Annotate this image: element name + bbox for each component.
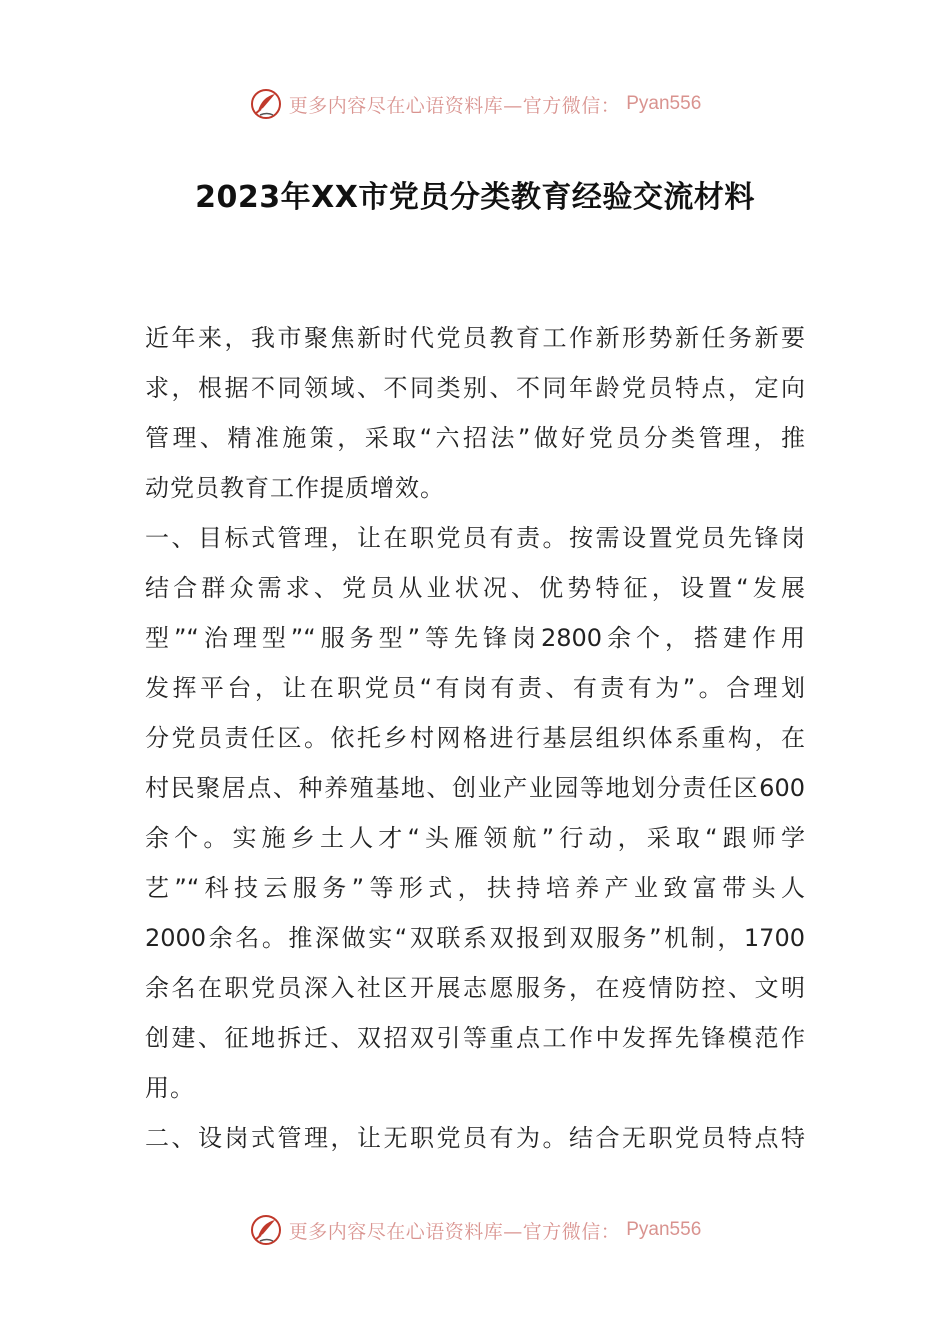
body-line: 余名在职党员深入社区开展志愿服务，在疫情防控、文明 xyxy=(145,974,805,1002)
banner-wechat-id: Pyan556 xyxy=(626,1219,702,1240)
banner-text: 更多内容尽在心语资料库—官方微信： xyxy=(288,94,621,117)
body-line: 求，根据不同领域、不同类别、不同年龄党员特点，定向 xyxy=(145,374,805,402)
pen-logo-icon xyxy=(249,87,283,121)
page-title: 2023年XX市党员分类教育经验交流材料 xyxy=(195,180,755,215)
body-line: 用。 xyxy=(145,1074,195,1102)
body-line: 结合群众需求、党员从业状况、优势特征，设置“发展 xyxy=(145,574,805,602)
body-line: 型”“治理型”“服务型”等先锋岗2800余个，搭建作用 xyxy=(145,624,805,652)
document-body xyxy=(145,313,805,1163)
body-line: 近年来，我市聚焦新时代党员教育工作新形势新任务新要 xyxy=(145,324,805,352)
pen-logo-icon xyxy=(249,1213,283,1247)
body-line: 艺”“科技云服务”等形式，扶持培养产业致富带头人 xyxy=(145,874,805,902)
banner-text: 更多内容尽在心语资料库—官方微信： xyxy=(288,1220,621,1243)
header-banner xyxy=(0,84,950,124)
footer-banner xyxy=(0,1210,950,1250)
body-line: 二、设岗式管理，让无职党员有为。结合无职党员特点特 xyxy=(145,1124,805,1152)
body-line: 分党员责任区。依托乡村网格进行基层组织体系重构，在 xyxy=(145,724,805,752)
banner-wechat-id: Pyan556 xyxy=(626,93,702,114)
body-line: 2000余名。推深做实“双联系双报到双服务”机制，1700 xyxy=(145,924,805,952)
body-line: 一、目标式管理，让在职党员有责。按需设置党员先锋岗 xyxy=(145,524,805,552)
body-line: 动党员教育工作提质增效。 xyxy=(145,474,445,502)
body-line: 余个。实施乡土人才“头雁领航”行动，采取“跟师学 xyxy=(145,824,805,852)
body-line: 发挥平台，让在职党员“有岗有责、有责有为”。合理划 xyxy=(145,674,805,702)
body-line: 村民聚居点、种养殖基地、创业产业园等地划分责任区600 xyxy=(145,774,805,802)
body-line: 创建、征地拆迁、双招双引等重点工作中发挥先锋模范作 xyxy=(145,1024,805,1052)
body-line: 管理、精准施策，采取“六招法”做好党员分类管理，推 xyxy=(145,424,805,452)
